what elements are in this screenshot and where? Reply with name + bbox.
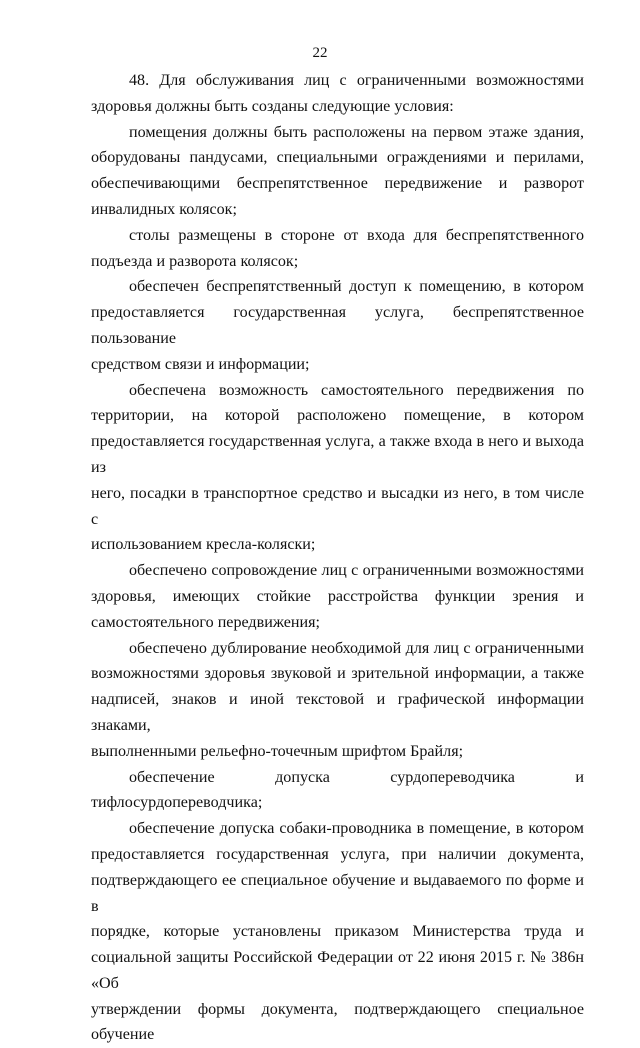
text-line: подтверждающего ее специальное обучение и выдаваемого по форме и в	[91, 871, 584, 915]
paragraph	[91, 636, 584, 765]
text-line: инвалидных колясок;	[91, 200, 237, 218]
paragraph	[91, 223, 584, 275]
text-line: утверждении формы документа, подтверждающего специальное обучение	[91, 1000, 584, 1044]
text-line: выполненными рельефно-точечным шрифтом Брайля;	[91, 742, 464, 760]
text-line: помещения должны быть расположены на первом этаже здания,	[129, 123, 584, 141]
text-line: возможностями здоровья звуковой и зрительной информации, а также	[91, 665, 584, 683]
text-line: самостоятельного передвижения;	[91, 613, 320, 631]
document-body	[91, 68, 584, 1048]
text-line: предоставляется государственная услуга, при наличии документа,	[91, 845, 584, 863]
paragraph	[91, 378, 584, 559]
text-line: обеспечение допуска сурдопереводчика и тифлосурдопереводчика;	[91, 768, 584, 812]
text-line: оборудованы пандусами, специальными ограждениями и перилами,	[91, 149, 584, 167]
paragraph	[91, 765, 584, 817]
page-number: 22	[312, 45, 328, 61]
text-line: использованием кресла-коляски;	[91, 536, 316, 554]
text-line: предоставляется государственная услуга, беспрепятственное пользование	[91, 304, 584, 347]
text-line: порядке, которые установлены приказом Министерства труда и	[91, 923, 584, 941]
text-line: столы размещены в стороне от входа для беспрепятственного	[129, 226, 584, 244]
paragraph	[91, 120, 584, 223]
text-line: надписей, знаков и иной текстовой и графической информации знаками,	[91, 691, 584, 734]
text-line: социальной защиты Российской Федерации от 22 июня 2015 г. № 386н «Об	[91, 949, 584, 992]
paragraph	[91, 816, 584, 1048]
text-line: обеспечение допуска собаки-проводника в помещение, в котором	[129, 820, 584, 838]
text-line: обеспечен беспрепятственный доступ к помещению, в котором	[129, 278, 584, 296]
paragraph	[91, 274, 584, 377]
paragraph	[91, 68, 584, 120]
text-line: обеспечена возможность самостоятельного передвижения по	[129, 381, 584, 399]
text-line: подъезда и разворота колясок;	[91, 252, 299, 270]
paragraph	[91, 558, 584, 635]
text-line: здоровья должны быть созданы следующие условия:	[91, 97, 454, 115]
text-line: него, посадки в транспортное средство и высадки из него, в том числе с	[91, 484, 584, 528]
text-line: обеспечивающими беспрепятственное передвижение и разворот	[91, 175, 584, 193]
text-line: средством связи и информации;	[91, 355, 310, 373]
text-line: здоровья, имеющих стойкие расстройства функции зрения и	[91, 587, 584, 605]
text-line: обеспечено дублирование необходимой для лиц с ограниченными	[129, 639, 584, 657]
text-line: 48. Для обслуживания лиц с ограниченными возможностями	[129, 72, 584, 89]
text-line: обеспечено сопровождение лиц с ограниченными возможностями	[129, 562, 584, 580]
text-line: территории, на которой расположено помещение, в котором	[91, 407, 584, 425]
text-line: предоставляется государственная услуга, а также входа в него и выхода из	[91, 433, 584, 476]
